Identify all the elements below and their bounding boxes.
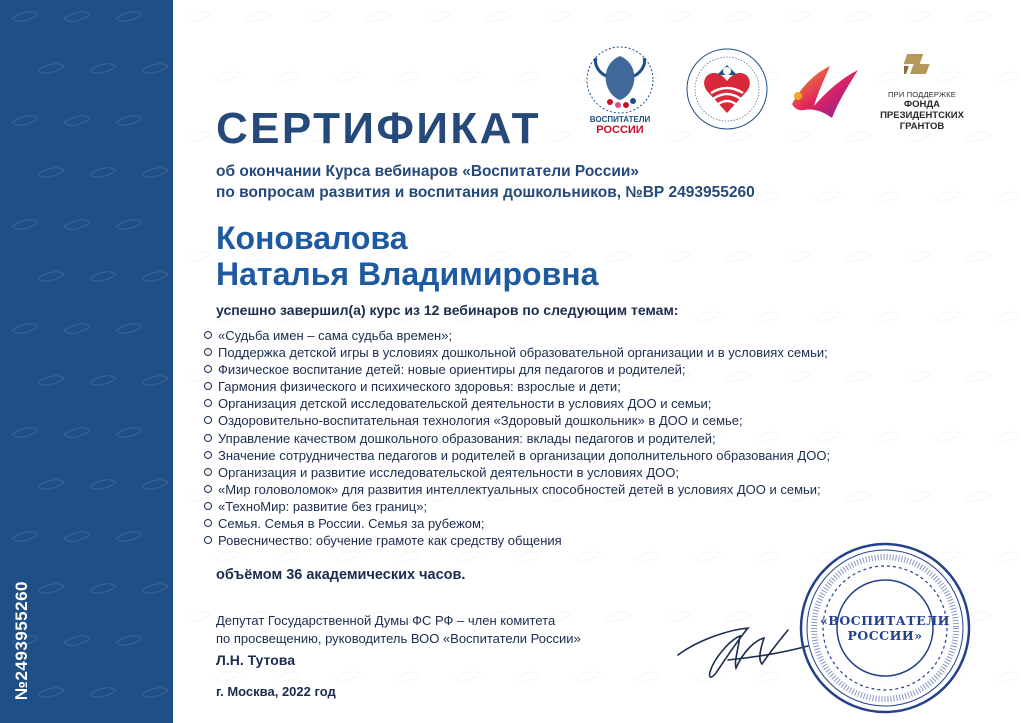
bullet-icon bbox=[204, 416, 212, 424]
vospitateli-rossii-logo bbox=[580, 42, 660, 142]
leaf-decoration bbox=[141, 56, 168, 80]
leaf-decoration bbox=[141, 680, 168, 704]
leaf-decoration bbox=[37, 264, 64, 288]
leaf-decoration bbox=[514, 664, 541, 688]
bullet-icon bbox=[204, 451, 212, 459]
stamp-line1: «ВОСПИТАТЕЛИ bbox=[819, 613, 950, 628]
list-item: Поддержка детской игры в условиях дошкольной образовательной организации и в условиях семьи; bbox=[204, 344, 994, 361]
leaf-decoration bbox=[394, 64, 421, 88]
list-item: Оздоровительно-воспитательная технология «Здоровый дошкольник» в ДОО и семье; bbox=[204, 412, 994, 429]
leaf-decoration bbox=[724, 244, 751, 268]
leaf-decoration bbox=[89, 368, 116, 392]
leaf-decoration bbox=[724, 4, 751, 28]
fund-name-line2: ПРЕЗИДЕНТСКИХ bbox=[880, 110, 964, 121]
leaf-decoration bbox=[115, 212, 142, 236]
bullet-icon bbox=[204, 502, 212, 510]
leaf-decoration bbox=[814, 184, 841, 208]
org-logo-line1: ВОСПИТАТЕЛИ bbox=[589, 115, 651, 124]
recipient-given-names: Наталья Владимировна bbox=[216, 256, 599, 292]
official-stamp bbox=[797, 540, 973, 716]
leaf-decoration bbox=[964, 4, 991, 28]
leaf-decoration bbox=[184, 4, 211, 28]
leaf-decoration bbox=[874, 304, 901, 328]
leaf-decoration bbox=[141, 264, 168, 288]
list-item: «Судьба имен – сама судьба времен»; bbox=[204, 327, 994, 344]
leaf-decoration bbox=[664, 4, 691, 28]
bullet-icon bbox=[204, 365, 212, 373]
leaf-decoration bbox=[754, 184, 781, 208]
signer-position bbox=[216, 612, 581, 648]
leaf-decoration bbox=[37, 472, 64, 496]
leaf-decoration bbox=[11, 316, 38, 340]
bullet-icon bbox=[204, 331, 212, 339]
leaf-decoration bbox=[754, 304, 781, 328]
luch-logo bbox=[784, 56, 864, 128]
leaf-decoration bbox=[11, 420, 38, 444]
leaf-decoration bbox=[814, 304, 841, 328]
leaf-decoration bbox=[934, 184, 961, 208]
leaf-decoration bbox=[89, 680, 116, 704]
leaf-decoration bbox=[994, 64, 1021, 88]
bullet-icon bbox=[204, 434, 212, 442]
leaf-decoration bbox=[604, 244, 631, 268]
bullet-icon bbox=[204, 519, 212, 527]
leaf-decoration bbox=[141, 160, 168, 184]
leaf-decoration bbox=[37, 680, 64, 704]
bullet-icon bbox=[204, 536, 212, 544]
leaf-decoration bbox=[304, 4, 331, 28]
leaf-decoration bbox=[115, 628, 142, 652]
leaf-decoration bbox=[784, 4, 811, 28]
leaf-decoration bbox=[89, 56, 116, 80]
course-intro: успешно завершил(а) курс из 12 вебинаров по следующим темам: bbox=[216, 302, 679, 318]
leaf-decoration bbox=[994, 304, 1021, 328]
leaf-decoration bbox=[514, 64, 541, 88]
bullet-icon bbox=[204, 468, 212, 476]
bullet-icon bbox=[204, 485, 212, 493]
leaf-decoration bbox=[784, 244, 811, 268]
leaf-decoration bbox=[454, 64, 481, 88]
stamp-center-text bbox=[797, 540, 973, 716]
leaf-decoration bbox=[141, 368, 168, 392]
leaf-decoration bbox=[904, 4, 931, 28]
leaf-decoration bbox=[394, 664, 421, 688]
leaf-decoration bbox=[574, 664, 601, 688]
leaf-decoration bbox=[214, 64, 241, 88]
leaf-decoration bbox=[37, 56, 64, 80]
institute-logo bbox=[683, 45, 771, 133]
leaf-decoration bbox=[63, 628, 90, 652]
leaf-decoration bbox=[604, 604, 631, 628]
list-item: Гармония физического и психического здоровья: взрослые и дети; bbox=[204, 378, 994, 395]
bullet-icon bbox=[204, 382, 212, 390]
leaf-decoration bbox=[37, 368, 64, 392]
leaf-decoration bbox=[63, 420, 90, 444]
signer-name: Л.Н. Тутова bbox=[216, 652, 296, 668]
leaf-decoration bbox=[994, 664, 1021, 688]
leaf-decoration bbox=[11, 108, 38, 132]
leaf-decoration bbox=[63, 316, 90, 340]
topic-list bbox=[204, 327, 994, 549]
bullet-icon bbox=[204, 348, 212, 356]
leaf-decoration bbox=[115, 108, 142, 132]
side-certificate-number: №2493955260 bbox=[12, 581, 31, 700]
leaf-decoration bbox=[37, 160, 64, 184]
leaf-decoration bbox=[89, 472, 116, 496]
city-year: г. Москва, 2022 год bbox=[216, 684, 336, 699]
org-logo-line2: РОССИИ bbox=[596, 124, 644, 136]
leaf-decoration bbox=[634, 664, 661, 688]
leaf-decoration bbox=[115, 316, 142, 340]
leaf-decoration bbox=[63, 108, 90, 132]
subtitle-line1: об окончании Курса вебинаров «Воспитатели России» bbox=[216, 163, 640, 180]
luch-emblem-icon bbox=[784, 56, 864, 128]
subtitle-line2: по вопросам развития и воспитания дошкольников, №ВР 2493955260 bbox=[216, 184, 755, 201]
recipient-surname: Коновалова bbox=[216, 220, 408, 256]
handwritten-signature bbox=[668, 600, 818, 690]
fund-name-line1: ФОНДА bbox=[904, 99, 940, 110]
leaf-decoration bbox=[63, 4, 90, 28]
leaf-decoration bbox=[604, 4, 631, 28]
leaf-decoration bbox=[89, 264, 116, 288]
fund-name-line3: ГРАНТОВ bbox=[899, 121, 945, 132]
side-band bbox=[0, 0, 173, 723]
leaf-decoration bbox=[334, 64, 361, 88]
fund-support-text: ПРИ ПОДДЕРЖКЕ bbox=[888, 90, 956, 99]
leaf-decoration bbox=[141, 576, 168, 600]
leaf-decoration bbox=[63, 212, 90, 236]
leaf-decoration bbox=[904, 244, 931, 268]
leaf-decoration bbox=[544, 4, 571, 28]
leaf-decoration bbox=[544, 124, 571, 148]
leaf-decoration bbox=[89, 576, 116, 600]
leaf-decoration bbox=[334, 664, 361, 688]
list-item: Семья. Семья в России. Семья за рубежом; bbox=[204, 515, 994, 532]
leaf-decoration bbox=[115, 420, 142, 444]
leaf-decoration bbox=[115, 524, 142, 548]
list-item: Организация и развитие исследовательской деятельности в условиях ДОО; bbox=[204, 464, 994, 481]
stamp-line2: РОССИИ» bbox=[847, 628, 923, 643]
leaf-decoration bbox=[424, 4, 451, 28]
leaf-decoration bbox=[274, 64, 301, 88]
leaf-decoration bbox=[484, 4, 511, 28]
leaf-decoration bbox=[964, 244, 991, 268]
certificate-subtitle bbox=[216, 161, 755, 203]
recipient-name bbox=[216, 220, 598, 292]
list-item: Организация детской исследовательской деятельности в условиях ДОО и семьи; bbox=[204, 395, 994, 412]
org-logo-text bbox=[580, 114, 660, 136]
leaf-decoration bbox=[934, 304, 961, 328]
list-item: Значение сотрудничества педагогов и родителей в организации дополнительного образования ДОО; bbox=[204, 447, 994, 464]
leaf-decoration bbox=[994, 424, 1021, 448]
heart-emblem-icon bbox=[683, 45, 771, 133]
signer-position-line2: по просвещению, руководитель ВОО «Воспитатели России» bbox=[216, 631, 581, 646]
bird-emblem-icon bbox=[580, 42, 660, 116]
fund-emblem-icon bbox=[904, 52, 940, 82]
leaf-decoration bbox=[11, 524, 38, 548]
leaf-decoration bbox=[994, 544, 1021, 568]
leaf-decoration bbox=[994, 184, 1021, 208]
leaf-decoration bbox=[11, 4, 38, 28]
leaf-decoration bbox=[454, 664, 481, 688]
list-item: «Мир головоломок» для развития интеллектуальных способностей детей в условиях ДОО и семьи; bbox=[204, 481, 994, 498]
leaf-decoration bbox=[244, 4, 271, 28]
list-item: Управление качеством дошкольного образования: вклады педагогов и родителей; bbox=[204, 430, 994, 447]
leaf-decoration bbox=[664, 244, 691, 268]
list-item: Ровесничество: обучение грамоте как средству общения bbox=[204, 532, 994, 549]
certificate-title: СЕРТИФИКАТ bbox=[216, 104, 541, 153]
leaf-decoration bbox=[141, 472, 168, 496]
leaf-decoration bbox=[694, 304, 721, 328]
course-hours: объёмом 36 академических часов. bbox=[216, 567, 466, 583]
leaf-decoration bbox=[115, 4, 142, 28]
leaf-decoration bbox=[844, 244, 871, 268]
list-item: «ТехноМир: развитие без границ»; bbox=[204, 498, 994, 515]
bullet-icon bbox=[204, 399, 212, 407]
leaf-decoration bbox=[184, 244, 211, 268]
leaf-decoration bbox=[364, 4, 391, 28]
leaf-decoration bbox=[874, 184, 901, 208]
leaf-decoration bbox=[37, 576, 64, 600]
presidential-grants-fund-logo bbox=[872, 52, 972, 142]
leaf-decoration bbox=[89, 160, 116, 184]
leaf-decoration bbox=[184, 604, 211, 628]
signer-position-line1: Депутат Государственной Думы ФС РФ – член комитета bbox=[216, 613, 556, 628]
leaf-decoration bbox=[63, 524, 90, 548]
leaf-decoration bbox=[844, 4, 871, 28]
leaf-decoration bbox=[184, 124, 211, 148]
list-item: Физическое воспитание детей: новые ориентиры для педагогов и родителей; bbox=[204, 361, 994, 378]
leaf-decoration bbox=[11, 212, 38, 236]
